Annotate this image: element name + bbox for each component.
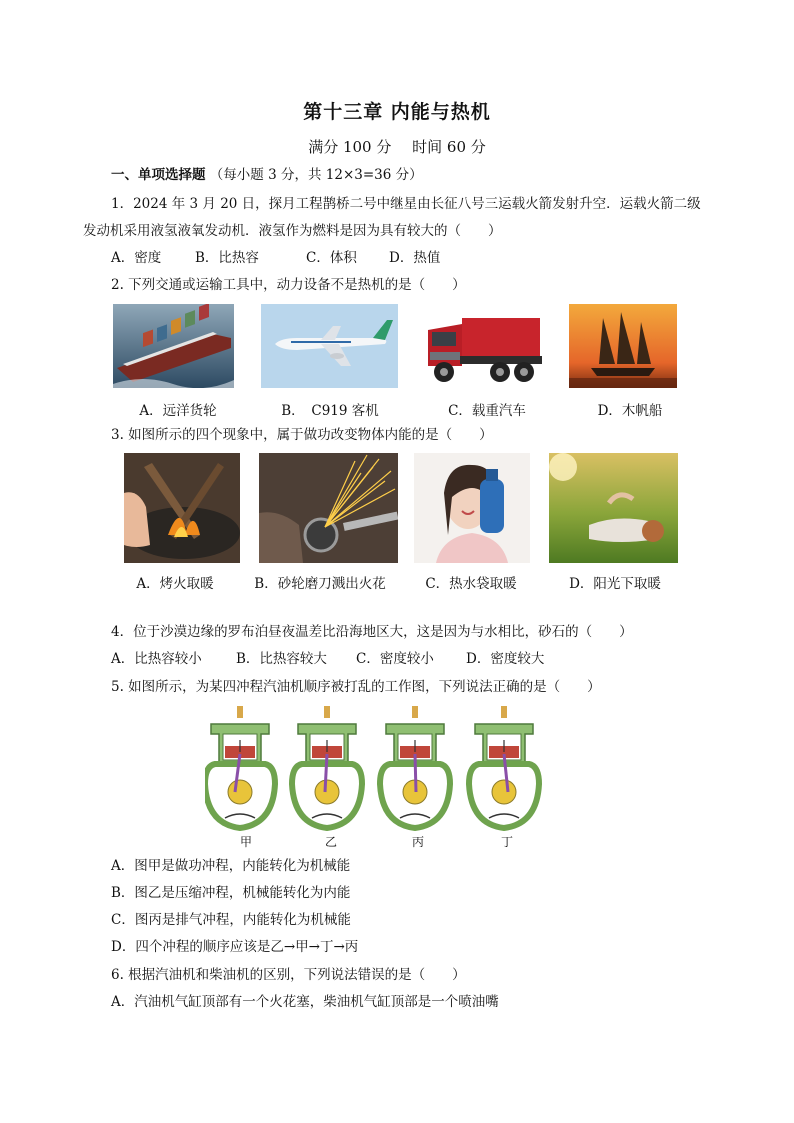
grinding-sparks-image <box>259 453 398 563</box>
q5-stem: 5. 如图所示，为某四冲程汽油机顺序被打乱的工作图，下列说法正确的是（ ） <box>111 679 601 695</box>
q1-option-a: A．密度 <box>111 250 162 266</box>
q2-stem: 2. 下列交通或运输工具中，动力设备不是热机的是（ ） <box>111 277 466 293</box>
q5-option-d: D．四个冲程的顺序应该是乙→甲→丁→丙 <box>111 939 359 955</box>
engine-diagrams-svg <box>205 704 555 834</box>
q2-option-c: C．载重汽车 <box>448 403 526 419</box>
q6-option-a: A．汽油机气缸顶部有一个火花塞，柴油机气缸顶部是一个喷油嘴 <box>111 994 499 1010</box>
time-info: 时间 60 分 <box>412 138 486 156</box>
sailboat-image <box>569 304 677 388</box>
engine-label-jia: 甲 <box>239 835 252 849</box>
section-heading <box>111 166 423 184</box>
q3-stem: 3. 如图所示的四个现象中，属于做功改变物体内能的是（ ） <box>111 427 493 443</box>
engine-yi <box>292 706 362 828</box>
dump-truck-image <box>422 304 545 388</box>
q1-line2: 发动机采用液氢液氧发动机．液氢作为燃料是因为具有较大的（ ） <box>83 223 502 239</box>
q4-stem: 4．位于沙漠边缘的罗布泊昼夜温差比沿海地区大，这是因为与水相比，砂石的（ ） <box>111 624 633 640</box>
campfire-image <box>124 453 240 563</box>
q2-option-b: B． C919 客机 <box>281 403 379 419</box>
q3-option-d: D．阳光下取暖 <box>569 576 661 592</box>
q1-option-d: D．热值 <box>389 250 441 266</box>
exam-info <box>0 136 794 157</box>
q5-option-c: C．图丙是排气冲程，内能转化为机械能 <box>111 912 351 928</box>
section-note: （每小题 3 分，共 12×3=36 分） <box>209 167 423 183</box>
q3-option-a: A．烤火取暖 <box>136 576 214 592</box>
q4-option-b: B．比热容较大 <box>236 651 327 667</box>
q3-option-c: C．热水袋取暖 <box>425 576 517 592</box>
q1-line1: 1．2024 年 3 月 20 日，探月工程鹊桥二号中继星由长征八号三运载火箭发射升空．运载火箭二级 <box>111 196 701 212</box>
q6-stem: 6. 根据汽油机和柴油机的区别，下列说法错误的是（ ） <box>111 967 466 983</box>
engine-strokes-figure <box>205 704 555 854</box>
q1-option-c: C．体积 <box>306 250 357 266</box>
q1-option-b: B．比热容 <box>195 250 259 266</box>
engine-jia <box>205 706 275 828</box>
engine-label-yi: 乙 <box>324 835 337 849</box>
engine-label-bing: 丙 <box>411 835 424 849</box>
q5-option-a: A．图甲是做功冲程，内能转化为机械能 <box>111 858 351 874</box>
engine-ding <box>469 706 539 828</box>
q2-option-d: D．木帆船 <box>597 403 663 419</box>
q4-option-a: A．比热容较小 <box>111 651 202 667</box>
q5-option-b: B．图乙是压缩冲程，机械能转化为内能 <box>111 885 351 901</box>
page-title: 第十三章 内能与热机 <box>303 101 491 123</box>
sunbathing-image <box>549 453 678 563</box>
c919-airplane-image <box>261 304 398 388</box>
q4-option-d: D．密度较大 <box>466 651 545 667</box>
engine-bing <box>380 706 450 828</box>
engine-label-ding: 丁 <box>500 835 513 849</box>
q4-option-c: C．密度较小 <box>356 651 434 667</box>
section-title: 一、单项选择题 <box>111 167 206 183</box>
hot-water-bottle-image <box>414 453 530 563</box>
q3-option-b: B．砂轮磨刀溅出火花 <box>254 576 386 592</box>
q2-option-a: A．远洋货轮 <box>139 403 217 419</box>
cargo-ship-image <box>113 304 234 388</box>
score-info: 满分 100 分 <box>308 138 392 156</box>
